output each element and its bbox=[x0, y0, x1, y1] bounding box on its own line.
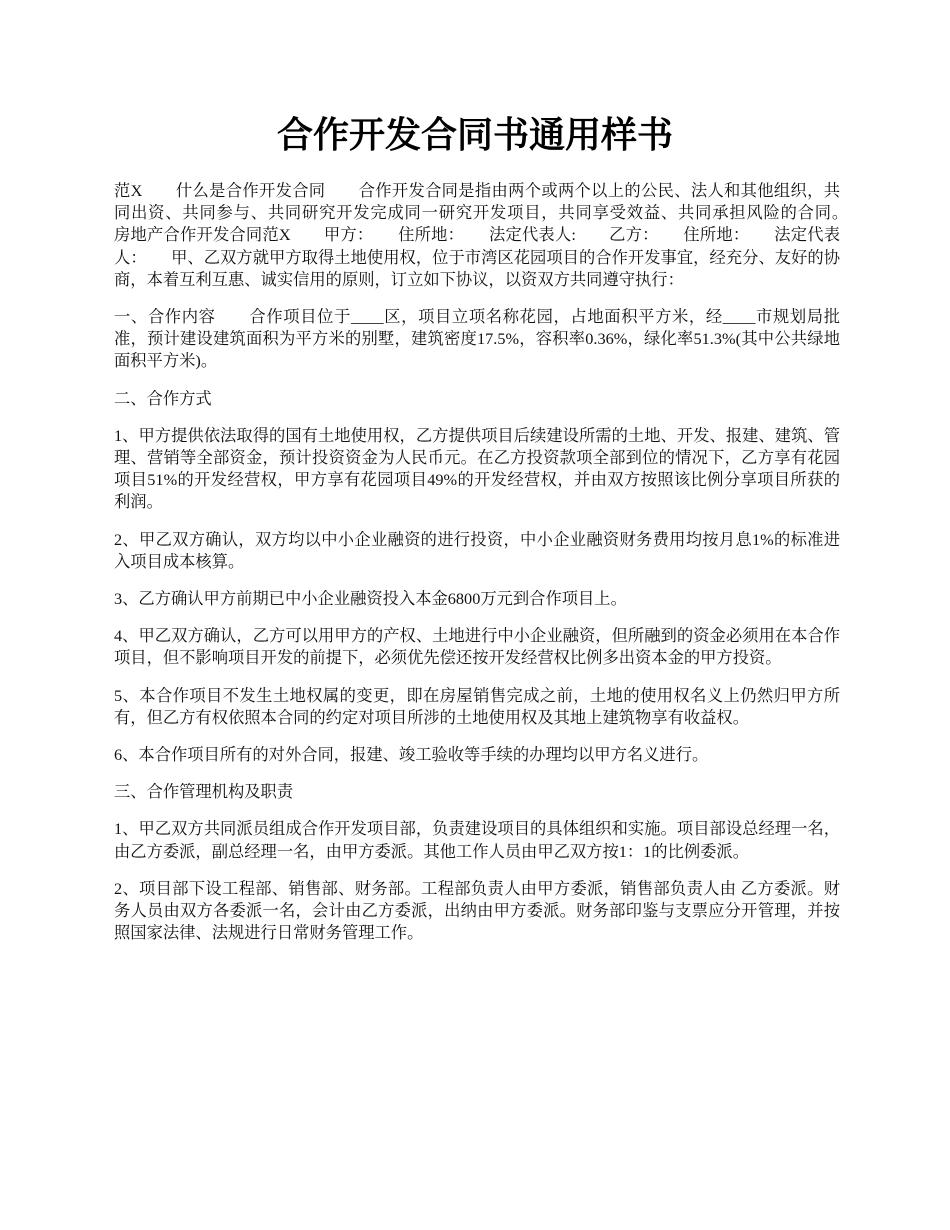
clause-2-2: 2、甲乙双方确认，双方均以中小企业融资的进行投资，中小企业融资财务费用均按月息1%的标准进入项目成本核算。 bbox=[114, 529, 840, 571]
section-1-cooperation-content: 一、合作内容 合作项目位于____区，项目立项名称花园，占地面积平方米，经____市规划局批准，预计建设建筑面积为平方米的别墅，建筑密度17.5%，容积率0.36%，绿化率51.3%(其中公共绿地面积平方米)。 bbox=[114, 307, 840, 371]
clause-2-4: 4、甲乙双方确认，乙方可以用甲方的产权、土地进行中小企业融资，但所融到的资金必须用在本合作项目，但不影响项目开发的前提下，必须优先偿还按开发经营权比例多出资本金的甲方投资。 bbox=[114, 626, 840, 668]
document-body bbox=[114, 180, 873, 959]
document-title: 合作开发合同书通用样书 bbox=[276, 115, 673, 156]
clause-2-5: 5、本合作项目不发生土地权属的变更，即在房屋销售完成之前，土地的使用权名义上仍然归甲方所有，但乙方有权依照本合同的约定对项目所涉的土地使用权及其地上建筑物享有收益权。 bbox=[114, 685, 840, 727]
intro-paragraph: 范X 什么是合作开发合同 合作开发合同是指由两个或两个以上的公民、法人和其他组织，共同出资、共同参与、共同研究开发完成同一研究开发项目，共同享受效益、共同承担风险的合同。 房地产合作开发合同范X 甲方： 住所地： 法定代表人: 乙方： 住所地： 法定代表人： 甲、乙双方就甲方取得土地使用权，位于市湾区花园项目的合作开发事宜，经充分、友好的协商，本着互利互惠、诚实信用的原则，订立如下协议，以资双方共同遵守执行： bbox=[114, 181, 873, 289]
clause-2-3: 3、乙方确认甲方前期已中小企业融资投入本金6800万元到合作项目上。 bbox=[114, 589, 627, 609]
clause-3-2: 2、项目部下设工程部、销售部、财务部。工程部负责人由甲方委派，销售部负责人由 乙方委派。财务人员由双方各委派一名，会计由乙方委派，出纳由甲方委派。财务部印鉴与支票应分开管理，并按照国家法律、法规进行日常财务管理工作。 bbox=[114, 878, 840, 943]
clause-3-1: 1、甲乙双方共同派员组成合作开发项目部，负责建设项目的具体组织和实施。项目部设总经理一名，由乙方委派，副总经理一名，由甲方委派。其他工作人员由甲乙双方按1：1的比例委派。 bbox=[114, 819, 840, 861]
section-2-heading: 二、合作方式 bbox=[114, 388, 212, 408]
clause-2-1: 1、甲方提供依法取得的国有土地使用权，乙方提供项目后续建设所需的土地、开发、报建、建筑、管理、营销等全部资金，预计投资资金为人民币元。在乙方投资款项全部到位的情况下，乙方享有花园项目51%的开发经营权，甲方享有花园项目49%的开发经营权，并由双方按照该比例分享项目所获的利润。 bbox=[114, 425, 840, 512]
section-3-heading: 三、合作管理机构及职责 bbox=[114, 782, 294, 802]
clause-2-6: 6、本合作项目所有的对外合同，报建、竣工验收等手续的办理均以甲方名义进行。 bbox=[114, 745, 709, 765]
